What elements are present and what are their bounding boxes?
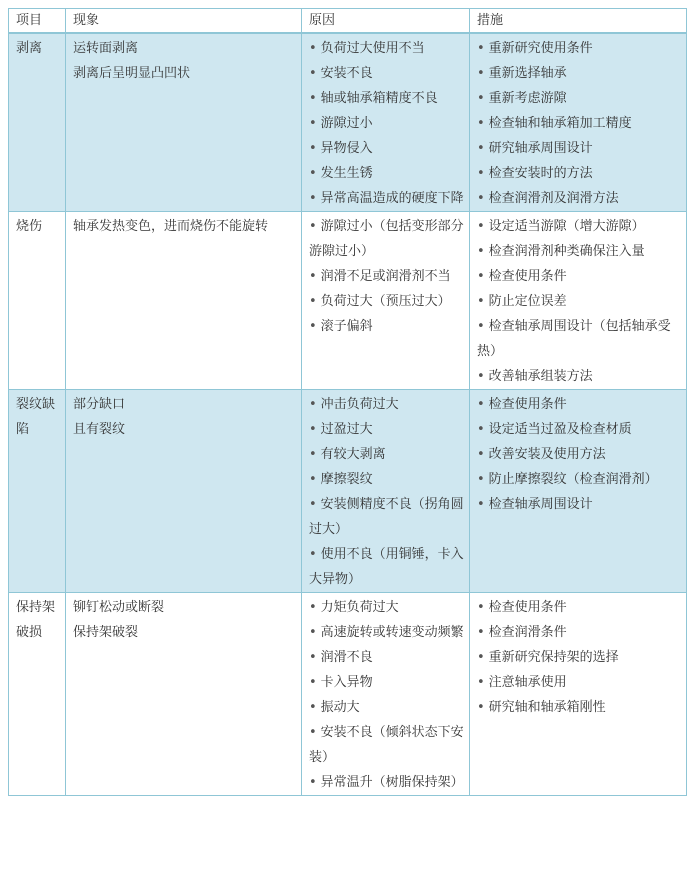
list-item — [477, 264, 683, 289]
measure-text: 研究轴和轴承箱刚性 — [488, 700, 606, 715]
cause-text: 安装侧精度不良（拐角圆过大） — [309, 497, 464, 537]
bullet-icon: • — [477, 66, 485, 81]
list-item — [309, 720, 466, 770]
item-label: 烧伤 — [16, 219, 43, 234]
list-item — [477, 670, 683, 695]
table-row — [9, 212, 687, 390]
bearing-failure-table — [8, 8, 687, 796]
measure-list — [477, 214, 683, 389]
measure-text: 改善轴承组装方法 — [488, 369, 593, 384]
measure-text: 重新研究保持架的选择 — [488, 650, 619, 665]
cause-text: 游隙过小 — [320, 116, 373, 131]
list-item — [309, 314, 466, 339]
cause-cell — [302, 593, 470, 796]
list-item — [309, 542, 466, 592]
item-label: 保持架破损 — [16, 600, 56, 640]
phenomenon-text: 运转面剥离 — [73, 41, 139, 56]
list-item — [477, 161, 683, 186]
bullet-icon: • — [477, 116, 485, 131]
bullet-icon: • — [309, 600, 317, 615]
bullet-icon: • — [309, 269, 317, 284]
list-item — [309, 492, 466, 542]
list-item — [477, 392, 683, 417]
table-row — [9, 390, 687, 593]
cause-text: 异常温升（树脂保持架） — [320, 775, 464, 790]
header-row — [9, 9, 687, 34]
list-item — [477, 239, 683, 264]
bullet-icon: • — [477, 422, 485, 437]
list-item — [309, 417, 466, 442]
cause-list — [309, 392, 466, 592]
bullet-icon: • — [309, 447, 317, 462]
bullet-icon: • — [309, 497, 317, 512]
cause-text: 润滑不良 — [320, 650, 373, 665]
bullet-icon: • — [309, 294, 317, 309]
bullet-icon: • — [477, 650, 485, 665]
bullet-icon: • — [309, 319, 317, 334]
bullet-icon: • — [477, 675, 485, 690]
measure-text: 检查润滑剂及润滑方法 — [488, 191, 619, 206]
list-item — [477, 111, 683, 136]
bullet-icon: • — [477, 397, 485, 412]
bullet-icon: • — [309, 397, 317, 412]
cause-text: 游隙过小（包括变形部分游隙过小） — [309, 219, 464, 259]
measure-cell — [470, 390, 687, 593]
cause-text: 异物侵入 — [320, 141, 373, 156]
measure-text: 检查使用条件 — [488, 397, 567, 412]
phenomenon-text: 轴承发热变色，进而烧伤不能旋转 — [73, 219, 269, 234]
measure-text: 重新选择轴承 — [488, 66, 567, 81]
bullet-icon: • — [309, 625, 317, 640]
measure-text: 重新考虑游隙 — [488, 91, 567, 106]
list-item — [309, 770, 466, 795]
list-item — [477, 417, 683, 442]
bullet-icon: • — [477, 472, 485, 487]
measure-text: 改善安装及使用方法 — [488, 447, 606, 462]
measure-list — [477, 595, 683, 720]
list-item — [309, 36, 466, 61]
measure-list — [477, 36, 683, 211]
cause-text: 使用不良（用铜锤，卡入大异物） — [309, 547, 464, 587]
phenomenon-cell — [66, 212, 302, 390]
list-item — [309, 289, 466, 314]
table-row — [9, 593, 687, 796]
list-item — [309, 61, 466, 86]
list-item — [309, 392, 466, 417]
bullet-icon: • — [477, 91, 485, 106]
bullet-icon: • — [309, 116, 317, 131]
list-item — [309, 670, 466, 695]
cause-text: 安装不良（倾斜状态下安装） — [309, 725, 464, 765]
phenomenon-text: 铆钉松动或断裂 — [73, 600, 165, 615]
cause-text: 有较大剥离 — [320, 447, 386, 462]
list-item — [309, 186, 466, 211]
cause-cell — [302, 33, 470, 212]
measure-text: 检查润滑条件 — [488, 625, 567, 640]
bullet-icon: • — [309, 725, 317, 740]
bullet-icon: • — [309, 191, 317, 206]
bullet-icon: • — [309, 547, 317, 562]
list-item — [477, 86, 683, 111]
bullet-icon: • — [309, 91, 317, 106]
bullet-icon: • — [309, 422, 317, 437]
item-cell — [9, 33, 66, 212]
list-item — [477, 36, 683, 61]
bullet-icon: • — [477, 191, 485, 206]
cause-text: 安装不良 — [320, 66, 373, 81]
measure-cell — [470, 33, 687, 212]
cause-text: 轴或轴承箱精度不良 — [320, 91, 438, 106]
bullet-icon: • — [477, 166, 485, 181]
bullet-icon: • — [477, 319, 485, 334]
phenomenon-cell — [66, 33, 302, 212]
bullet-icon: • — [309, 650, 317, 665]
bullet-icon: • — [477, 141, 485, 156]
measure-text: 检查安装时的方法 — [488, 166, 593, 181]
cause-cell — [302, 212, 470, 390]
cause-text: 摩擦裂纹 — [320, 472, 373, 487]
cause-text: 过盈过大 — [320, 422, 373, 437]
list-item — [309, 467, 466, 492]
list-item — [309, 620, 466, 645]
list-item — [477, 136, 683, 161]
list-item — [477, 595, 683, 620]
list-item — [309, 161, 466, 186]
bullet-icon: • — [309, 219, 317, 234]
list-item — [309, 214, 466, 264]
cause-text: 润滑不足或润滑剂不当 — [320, 269, 451, 284]
list-item — [477, 314, 683, 364]
bullet-icon: • — [477, 700, 485, 715]
list-item — [477, 61, 683, 86]
measure-text: 研究轴承周围设计 — [488, 141, 593, 156]
phenomenon-cell — [66, 593, 302, 796]
cause-text: 高速旋转或转速变动频繁 — [320, 625, 464, 640]
list-item — [309, 645, 466, 670]
bullet-icon: • — [477, 447, 485, 462]
cause-text: 滚子偏斜 — [320, 319, 373, 334]
cause-text: 力矩负荷过大 — [320, 600, 399, 615]
measure-cell — [470, 593, 687, 796]
list-item — [309, 442, 466, 467]
header-measure: 措施 — [470, 9, 687, 34]
bullet-icon: • — [477, 369, 485, 384]
measure-text: 注意轴承使用 — [488, 675, 567, 690]
measure-text: 防止摩擦裂纹（检查润滑剂） — [488, 472, 658, 487]
phenomenon-text: 部分缺口 — [73, 397, 126, 412]
list-item — [477, 364, 683, 389]
list-item — [477, 289, 683, 314]
bullet-icon: • — [309, 166, 317, 181]
item-label: 剥离 — [16, 41, 43, 56]
bullet-icon: • — [309, 141, 317, 156]
list-item — [309, 136, 466, 161]
cause-text: 负荷过大（预压过大） — [320, 294, 451, 309]
measure-text: 检查润滑剂种类确保注入量 — [488, 244, 645, 259]
bullet-icon: • — [477, 625, 485, 640]
measure-text: 检查轴承周围设计 — [488, 497, 593, 512]
list-item — [309, 695, 466, 720]
list-item — [477, 467, 683, 492]
bullet-icon: • — [309, 700, 317, 715]
header-cause: 原因 — [302, 9, 470, 34]
list-item — [477, 442, 683, 467]
item-label: 裂纹缺陷 — [16, 397, 56, 437]
cause-list — [309, 36, 466, 211]
list-item — [477, 645, 683, 670]
measure-list — [477, 392, 683, 517]
list-item — [477, 186, 683, 211]
cause-text: 负荷过大使用不当 — [320, 41, 425, 56]
bullet-icon: • — [477, 269, 485, 284]
cause-list — [309, 214, 466, 339]
measure-text: 检查轴和轴承箱加工精度 — [488, 116, 632, 131]
cause-cell — [302, 390, 470, 593]
bullet-icon: • — [477, 41, 485, 56]
item-cell — [9, 390, 66, 593]
bullet-icon: • — [309, 775, 317, 790]
phenomenon-text: 保持架破裂 — [73, 625, 139, 640]
bullet-icon: • — [477, 219, 485, 234]
bullet-icon: • — [477, 600, 485, 615]
list-item — [477, 695, 683, 720]
bullet-icon: • — [309, 41, 317, 56]
list-item — [309, 111, 466, 136]
bullet-icon: • — [309, 675, 317, 690]
measure-cell — [470, 212, 687, 390]
cause-text: 发生生锈 — [320, 166, 373, 181]
list-item — [309, 264, 466, 289]
cause-text: 异常高温造成的硬度下降 — [320, 191, 464, 206]
phenomenon-text: 且有裂纹 — [73, 422, 126, 437]
bullet-icon: • — [309, 472, 317, 487]
bullet-icon: • — [309, 66, 317, 81]
cause-list — [309, 595, 466, 795]
measure-text: 设定适当游隙（增大游隙） — [488, 219, 645, 234]
measure-text: 设定适当过盈及检查材质 — [488, 422, 632, 437]
cause-text: 振动大 — [320, 700, 360, 715]
list-item — [309, 595, 466, 620]
measure-text: 检查轴承周围设计（包括轴承受热） — [477, 319, 671, 359]
header-item: 项目 — [9, 9, 66, 34]
item-cell — [9, 212, 66, 390]
bullet-icon: • — [477, 244, 485, 259]
list-item — [477, 492, 683, 517]
phenomenon-text: 剥离后呈明显凸凹状 — [73, 66, 191, 81]
bullet-icon: • — [477, 497, 485, 512]
list-item — [477, 214, 683, 239]
measure-text: 防止定位误差 — [488, 294, 567, 309]
measure-text: 重新研究使用条件 — [488, 41, 593, 56]
measure-text: 检查使用条件 — [488, 269, 567, 284]
bullet-icon: • — [477, 294, 485, 309]
item-cell — [9, 593, 66, 796]
measure-text: 检查使用条件 — [488, 600, 567, 615]
cause-text: 冲击负荷过大 — [320, 397, 399, 412]
list-item — [477, 620, 683, 645]
list-item — [309, 86, 466, 111]
cause-text: 卡入异物 — [320, 675, 373, 690]
phenomenon-cell — [66, 390, 302, 593]
header-phenomenon: 现象 — [66, 9, 302, 34]
table-row — [9, 33, 687, 212]
